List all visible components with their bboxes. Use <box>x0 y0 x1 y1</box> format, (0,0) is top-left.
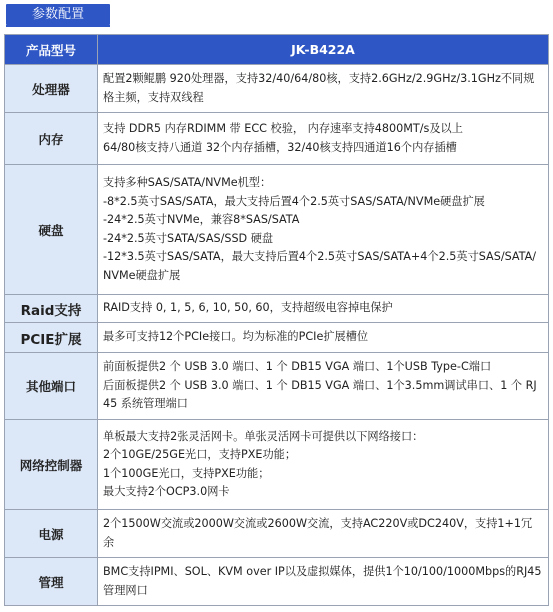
header-label: 产品型号 <box>5 35 98 65</box>
value-line: 单板最大支持2张灵活网卡。单张灵活网卡可提供以下网络接口： <box>103 429 424 443</box>
row-value <box>98 113 549 165</box>
table-row <box>5 323 549 353</box>
row-label: 处理器 <box>5 65 98 113</box>
table-row <box>5 165 549 295</box>
spec-table <box>4 34 549 606</box>
table-header-row <box>5 35 549 65</box>
section-title: 参数配置 <box>6 4 110 25</box>
table-row <box>5 558 549 606</box>
table-row <box>5 420 549 510</box>
value-line: -12*3.5英寸SAS/SATA，最大支持后置4个2.5英寸SAS/SATA+4个2.5英寸SAS/SATA/NVMe硬盘扩展 <box>103 250 537 282</box>
row-label: 硬盘 <box>5 165 98 295</box>
table-row <box>5 353 549 420</box>
row-label: 内存 <box>5 113 98 165</box>
row-value <box>98 510 549 558</box>
header-model: JK-B422A <box>98 35 549 65</box>
value-line: 最多可支持12个PCIe接口。均为标准的PCIe扩展槽位 <box>103 330 369 344</box>
table-row <box>5 295 549 323</box>
row-label: 电源 <box>5 510 98 558</box>
value-line: -8*2.5英寸SAS/SATA，最大支持后置4个2.5英寸SAS/SATA/NVMe硬盘扩展 <box>103 194 485 208</box>
value-line: 后面板提供2 个 USB 3.0 端口、1 个 DB15 VGA 端口、1个3.5mm调试串口、1 个 RJ45 系统管理端口 <box>103 378 537 411</box>
value-line: BMC支持IPMI、SOL、KVM over IP以及虚拟媒体，提供1个10/100/1000Mbps的RJ45管理网口 <box>103 565 542 597</box>
value-line: 2个10GE/25GE光口，支持PXE功能； <box>103 448 297 461</box>
value-line: -24*2.5英寸SATA/SAS/SSD 硬盘 <box>103 231 274 245</box>
row-label: 网络控制器 <box>5 420 98 510</box>
row-value <box>98 558 549 606</box>
row-value <box>98 323 549 353</box>
row-label: Raid支持 <box>5 295 98 323</box>
table-row <box>5 113 549 165</box>
value-line: -24*2.5英寸NVMe，兼容8*SAS/SATA <box>103 213 300 226</box>
row-label: 其他端口 <box>5 353 98 420</box>
value-line: 1个100GE光口，支持PXE功能； <box>103 466 270 480</box>
value-line: RAID支持 0, 1, 5, 6, 10, 50, 60，支持超级电容掉电保护 <box>103 301 393 315</box>
section-title-underline <box>6 25 110 27</box>
value-line: 前面板提供2 个 USB 3.0 端口、1 个 DB15 VGA 端口、1个USB Type-C端口 <box>103 360 492 374</box>
value-line: 支持 DDR5 内存RDIMM 带 ECC 校验， 内存速率支持4800MT/s及以上 <box>103 122 463 135</box>
row-label: PCIE扩展 <box>5 323 98 353</box>
row-value <box>98 353 549 420</box>
value-line: 支持多种SAS/SATA/NVMe机型： <box>103 176 272 189</box>
value-line: 最大支持2个OCP3.0网卡 <box>103 485 230 498</box>
row-value <box>98 420 549 510</box>
table-row <box>5 65 549 113</box>
row-label: 管理 <box>5 558 98 606</box>
value-line: 64/80核支持八通道 32个内存插槽，32/40核支持四通道16个内存插槽 <box>103 140 457 154</box>
value-line: 2个1500W交流或2000W交流或2600W交流，支持AC220V或DC240V，支持1+1冗余 <box>103 517 533 549</box>
row-value <box>98 65 549 113</box>
table-row <box>5 510 549 558</box>
value-line: 配置2颗鲲鹏 920处理器，支持32/40/64/80核，支持2.6GHz/2.9GHz/3.1GHz不同规格主频，支持双线程 <box>103 72 535 104</box>
row-value <box>98 295 549 323</box>
row-value <box>98 165 549 295</box>
